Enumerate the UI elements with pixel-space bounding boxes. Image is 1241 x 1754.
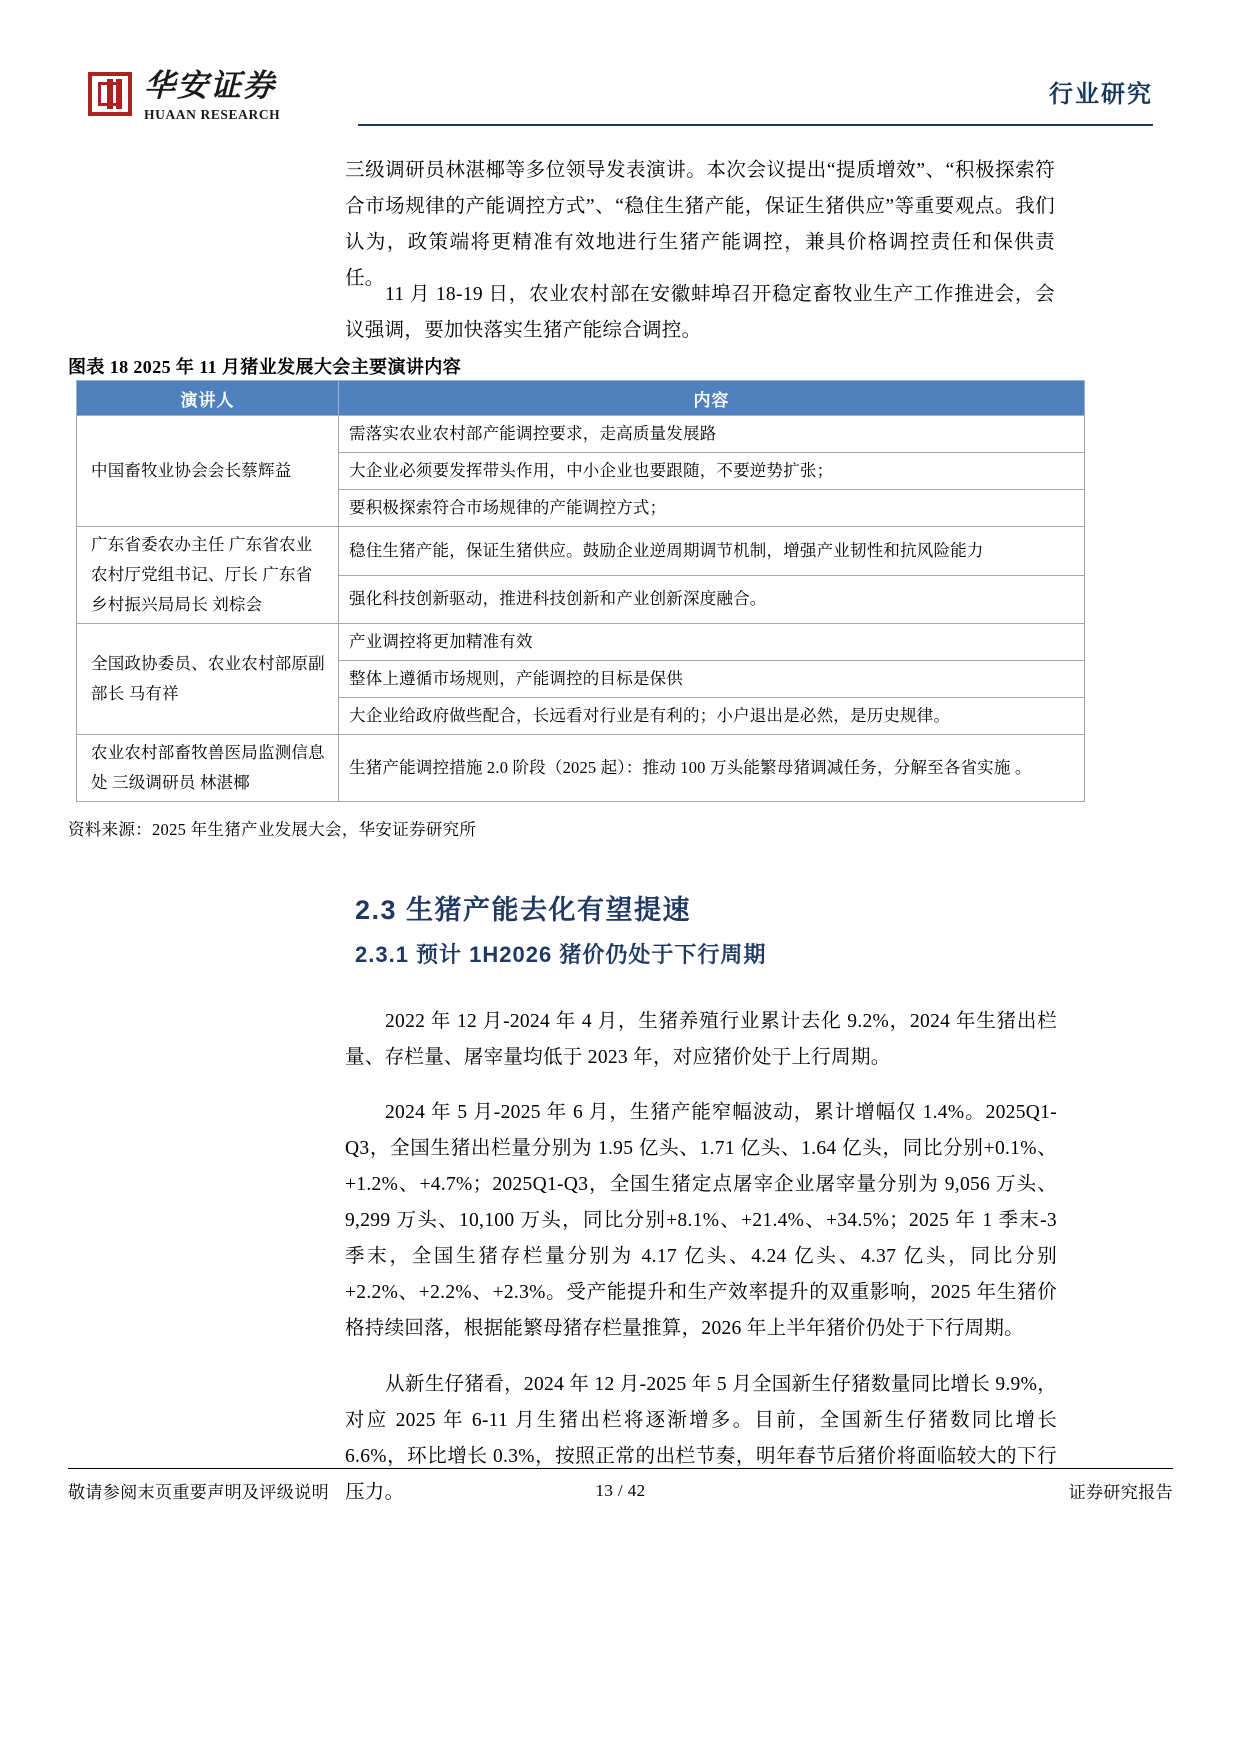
- content-paragraph-2: 2024 年 5 月-2025 年 6 月，生猪产能窄幅波动，累计增幅仅 1.4%。2025Q1-Q3，全国生猪出栏量分别为 1.95 亿头、1.71 亿头、1.64 亿头，同比分别+0.1%、+1.2%、+4.7%；2025Q1-Q3，全国生猪定点屠宰企业屠宰量分别为 9,056 万头、9,299 万头、10,100 万头，同比分别+8.1%、+21.4%、+34.5%；2025 年 1 季末-3 季末，全国生猪存栏量分别为 4.17 亿头、4.24 亿头、4.37 亿头，同比分别+2.2%、+2.2%、+2.3%。受产能提升和生产效率提升的双重影响，2025 年生猪价格持续回落，根据能繁母猪存栏量推算，2026 年上半年猪价仍处于下行周期。: [345, 1102, 1057, 1339]
- cell-content: 产业调控将更加精准有效: [339, 624, 1085, 661]
- table-row: [77, 527, 1085, 576]
- footer-disclaimer: 敬请参阅末页重要声明及评级说明: [68, 1483, 329, 1502]
- main-content: [345, 984, 1057, 1530]
- section-heading-2-3-1: 2.3.1 预计 1H2026 猪价仍处于下行周期: [355, 942, 767, 967]
- cell-speaker: 农业农村部畜牧兽医局监测信息处 三级调研员 林湛椰: [77, 735, 339, 802]
- brand-name-en: HUAAN RESEARCH: [144, 107, 281, 122]
- cell-content: 大企业给政府做些配合，长远看对行业是有利的；小户退出是必然，是历史规律。: [339, 698, 1085, 735]
- seal-icon: [88, 72, 132, 116]
- intro-paragraph-2: 11 月 18-19 日，农业农村部在安徽蚌埠召开稳定畜牧业生产工作推进会，会议强调，要加快落实生猪产能综合调控。: [345, 283, 1055, 341]
- cell-speaker: 广东省委农办主任 广东省农业农村厅党组书记、厅长 广东省乡村振兴局局长 刘棕会: [77, 527, 339, 624]
- column-header-content: 内容: [339, 381, 1085, 416]
- page-header: [88, 70, 1153, 142]
- table-row: [77, 624, 1085, 661]
- table-body: [77, 416, 1085, 802]
- figure-source: 资料来源：2025 年生猪产业发展大会，华安证券研究所: [68, 820, 477, 839]
- page-footer: [68, 1478, 1173, 1503]
- header-title-wrap: [1049, 74, 1153, 109]
- intro-paragraph-1: 三级调研员林湛椰等多位领导发表演讲。本次会议提出“提质增效”、“积极探索符合市场规律的产能调控方式”、“稳住生猪产能，保证生猪供应”等重要观点。我们认为，政策端将更精准有效地进行生猪产能调控，兼具价格调控责任和保供责任。: [345, 159, 1055, 289]
- figure-caption: 图表 18 2025 年 11 月猪业发展大会主要演讲内容: [68, 357, 462, 377]
- speech-table-wrap: [76, 380, 1084, 802]
- cell-content: 稳住生猪产能，保证生猪供应。鼓励企业逆周期调节机制，增强产业韧性和抗风险能力: [339, 527, 1085, 576]
- cell-speaker: 中国畜牧业协会会长蔡辉益: [77, 416, 339, 527]
- brand-logo: [88, 70, 280, 122]
- cell-content: 需落实农业农村部产能调控要求，走高质量发展路: [339, 416, 1085, 453]
- cell-content: 要积极探索符合市场规律的产能调控方式；: [339, 490, 1085, 527]
- brand-name-cn: 华安证券: [144, 68, 276, 103]
- section-heading-2-3: 2.3 生猪产能去化有望提速: [355, 895, 692, 925]
- table-row: [77, 735, 1085, 802]
- footer-divider: [68, 1468, 1173, 1469]
- intro-paragraph-2-wrap: [345, 257, 1055, 368]
- brand-text: [144, 70, 280, 122]
- page-title: 行业研究: [1049, 82, 1153, 108]
- table-header-row: [77, 381, 1085, 416]
- header-divider: [358, 124, 1153, 126]
- cell-content: 生猪产能调控措施 2.0 阶段（2025 起）：推动 100 万头能繁母猪调减任务，分解至各省实施 。: [339, 735, 1085, 802]
- content-paragraph-3: 从新生仔猪看，2024 年 12 月-2025 年 5 月全国新生仔猪数量同比增长 9.9%，对应 2025 年 6-11 月生猪出栏将逐渐增多。目前，全国新生仔猪数同比增长 6.6%，环比增长 0.3%，按照正常的出栏节奏，明年春节后猪价将面临较大的下行压力。: [345, 1373, 1057, 1503]
- speech-table: [76, 380, 1085, 802]
- cell-speaker: 全国政协委员、农业农村部原副部长 马有祥: [77, 624, 339, 735]
- column-header-speaker: 演讲人: [77, 381, 339, 416]
- footer-report-label: 证券研究报告: [1068, 1483, 1173, 1502]
- cell-content: 强化科技创新驱动，推进科技创新和产业创新深度融合。: [339, 575, 1085, 624]
- cell-content: 大企业必须要发挥带头作用，中小企业也要跟随，不要逆势扩张；: [339, 453, 1085, 490]
- cell-content: 整体上遵循市场规则，产能调控的目标是保供: [339, 661, 1085, 698]
- footer-page-number: 13 / 42: [595, 1480, 646, 1500]
- table-row: [77, 416, 1085, 453]
- content-paragraph-1: 2022 年 12 月-2024 年 4 月，生猪养殖行业累计去化 9.2%，2024 年生猪出栏量、存栏量、屠宰量均低于 2023 年，对应猪价处于上行周期。: [345, 1010, 1057, 1068]
